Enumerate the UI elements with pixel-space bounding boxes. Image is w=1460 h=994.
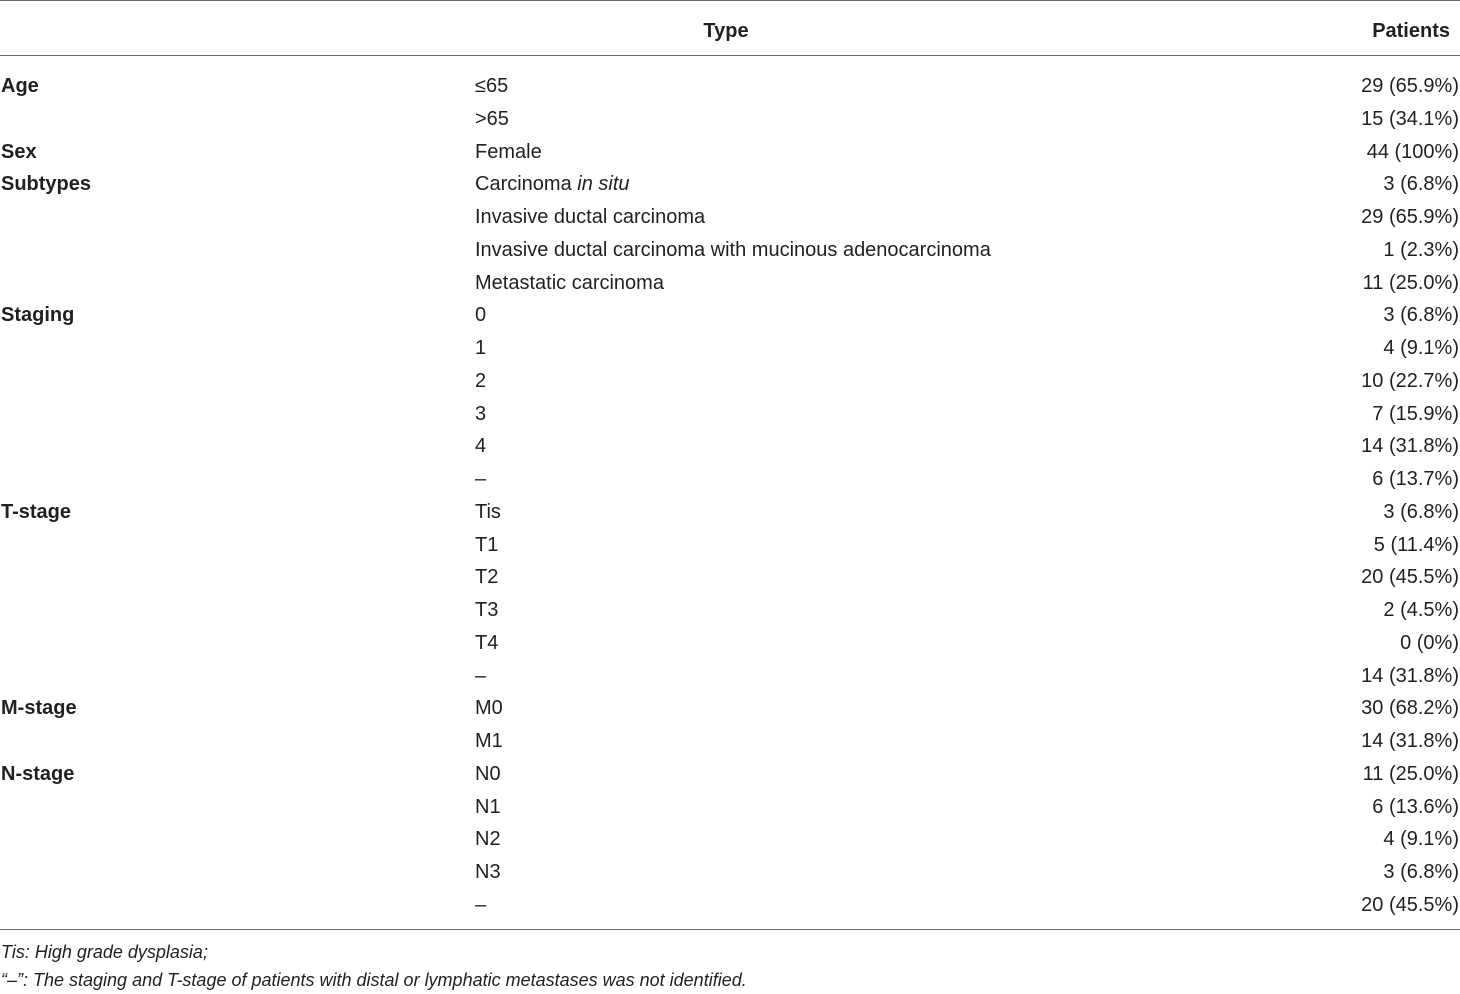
row-category: Sex — [1, 140, 37, 163]
row-patients-value: 15 (34.1%) — [1361, 107, 1459, 130]
row-patients-value: 3 (6.8%) — [1383, 304, 1459, 327]
row-type-text: Invasive ductal carcinoma — [475, 206, 706, 228]
row-type-text: N1 — [475, 795, 501, 818]
table-bottom-rule — [0, 929, 1460, 930]
table-row — [0, 758, 1460, 791]
row-patients-value: 44 (100%) — [1366, 140, 1459, 163]
row-type — [475, 365, 486, 398]
row-type — [475, 332, 486, 365]
row-type — [475, 889, 486, 922]
row-patients-value: 30 (68.2%) — [1361, 697, 1459, 720]
table-row — [0, 660, 1460, 693]
row-type-text: N2 — [475, 828, 501, 851]
row-patients-value: 10 (22.7%) — [1361, 369, 1459, 392]
table-row — [0, 299, 1460, 332]
table-row — [0, 70, 1460, 103]
row-type — [475, 201, 705, 234]
row-type — [475, 496, 501, 529]
row-type-text: T4 — [475, 631, 499, 654]
table-footnotes — [1, 938, 1451, 994]
row-category: T-stage — [1, 500, 72, 523]
row-type — [475, 594, 498, 627]
row-patients-value: 2 (4.5%) — [1383, 599, 1459, 621]
row-type — [475, 758, 501, 791]
row-patients-value: 29 (65.9%) — [1361, 75, 1459, 97]
row-category: Age — [1, 75, 39, 97]
row-patients-value: 20 (45.5%) — [1361, 893, 1459, 916]
row-patients-value: 3 (6.8%) — [1383, 500, 1459, 523]
row-patients-value: 20 (45.5%) — [1361, 566, 1459, 589]
table-row — [0, 627, 1460, 660]
table-row — [0, 201, 1460, 234]
row-type — [475, 299, 486, 332]
row-category: Subtypes — [1, 173, 92, 196]
row-type — [475, 823, 501, 856]
row-type — [475, 725, 503, 758]
row-type-text: 2 — [475, 369, 487, 392]
row-type-text: N0 — [475, 762, 501, 785]
row-type-text: ≤65 — [475, 75, 509, 97]
row-type — [475, 463, 486, 496]
row-patients-value: 1 (2.3%) — [1383, 238, 1459, 261]
row-patients-value: 7 (15.9%) — [1372, 402, 1459, 425]
row-category: N-stage — [1, 762, 75, 785]
row-type-text: – — [475, 468, 487, 490]
row-patients-value: 11 (25.0%) — [1362, 271, 1459, 294]
table-row — [0, 234, 1460, 267]
table-row — [0, 791, 1460, 824]
row-type-text: T1 — [475, 533, 499, 556]
table-row — [0, 365, 1460, 398]
table-row — [0, 692, 1460, 725]
table-row — [0, 889, 1460, 922]
row-type — [475, 136, 542, 169]
row-type-text: – — [475, 893, 487, 916]
table-row — [0, 267, 1460, 300]
row-patients-value: 14 (31.8%) — [1361, 664, 1459, 687]
row-type-text: M1 — [475, 730, 503, 752]
row-type-text: >65 — [475, 107, 509, 130]
row-type — [475, 70, 508, 103]
row-type-text: Carcinoma — [475, 173, 578, 196]
row-type — [475, 627, 498, 660]
row-type — [475, 561, 498, 594]
row-type-text: 0 — [475, 304, 487, 327]
row-patients-value: 14 (31.8%) — [1361, 435, 1459, 458]
table-row — [0, 430, 1460, 463]
row-type-text: T3 — [475, 599, 499, 621]
header-patients: Patients — [1372, 20, 1450, 42]
row-type — [475, 103, 509, 136]
row-type — [475, 267, 664, 300]
row-patients-value: 6 (13.7%) — [1372, 468, 1459, 490]
row-patients-value: 5 (11.4%) — [1373, 533, 1459, 556]
header-type: Type — [703, 20, 749, 42]
table-row — [0, 856, 1460, 889]
row-patients-value: 6 (13.6%) — [1372, 795, 1459, 818]
row-type — [475, 398, 486, 431]
row-type-text: Female — [475, 140, 542, 163]
row-type — [475, 529, 498, 562]
row-type-text: 1 — [475, 337, 487, 359]
footnote: Tis: High grade dysplasia; — [1, 942, 208, 962]
row-type-text: 3 — [475, 402, 487, 425]
table-row — [0, 398, 1460, 431]
row-type-text: Invasive ductal carcinoma with mucinous adenocarcinoma — [475, 238, 991, 261]
table-row — [0, 529, 1460, 562]
row-type — [475, 791, 501, 824]
row-type-text: – — [475, 664, 487, 687]
row-type-text: T2 — [475, 566, 499, 589]
table-row — [0, 725, 1460, 758]
row-type — [475, 234, 991, 267]
table-row — [0, 168, 1460, 201]
row-patients-value: 14 (31.8%) — [1361, 730, 1459, 752]
row-patients-value: 0 (0%) — [1400, 631, 1459, 654]
table-row — [0, 561, 1460, 594]
row-type-italic: in situ — [577, 173, 630, 196]
table-row — [0, 496, 1460, 529]
row-type — [475, 692, 503, 725]
row-type-text: M0 — [475, 697, 503, 720]
row-patients-value: 3 (6.8%) — [1383, 861, 1459, 883]
row-category: M-stage — [1, 697, 77, 720]
row-type-text: Metastatic carcinoma — [475, 271, 664, 294]
table-header-row — [0, 0, 1460, 56]
table-row — [0, 823, 1460, 856]
table-header-rule — [0, 55, 1460, 56]
row-type — [475, 660, 486, 693]
row-patients-value: 3 (6.8%) — [1383, 173, 1459, 196]
row-patients-value: 29 (65.9%) — [1361, 206, 1459, 228]
row-type — [475, 430, 486, 463]
table-body — [0, 70, 1460, 922]
footnote: “–”: The staging and T-stage of patients with distal or lymphatic metastases was not identified. — [1, 970, 747, 990]
row-patients-value: 11 (25.0%) — [1362, 762, 1459, 785]
table-row — [0, 463, 1460, 496]
table-row — [0, 136, 1460, 169]
row-type-text: N3 — [475, 861, 501, 883]
row-type — [475, 168, 630, 201]
table-row — [0, 103, 1460, 136]
table-row — [0, 332, 1460, 365]
row-category: Staging — [1, 304, 75, 327]
row-patients-value: 4 (9.1%) — [1383, 337, 1459, 359]
row-type-text: Tis — [475, 500, 501, 523]
table-row — [0, 594, 1460, 627]
row-type-text: 4 — [475, 435, 487, 458]
row-type — [475, 856, 501, 889]
row-patients-value: 4 (9.1%) — [1383, 828, 1459, 851]
